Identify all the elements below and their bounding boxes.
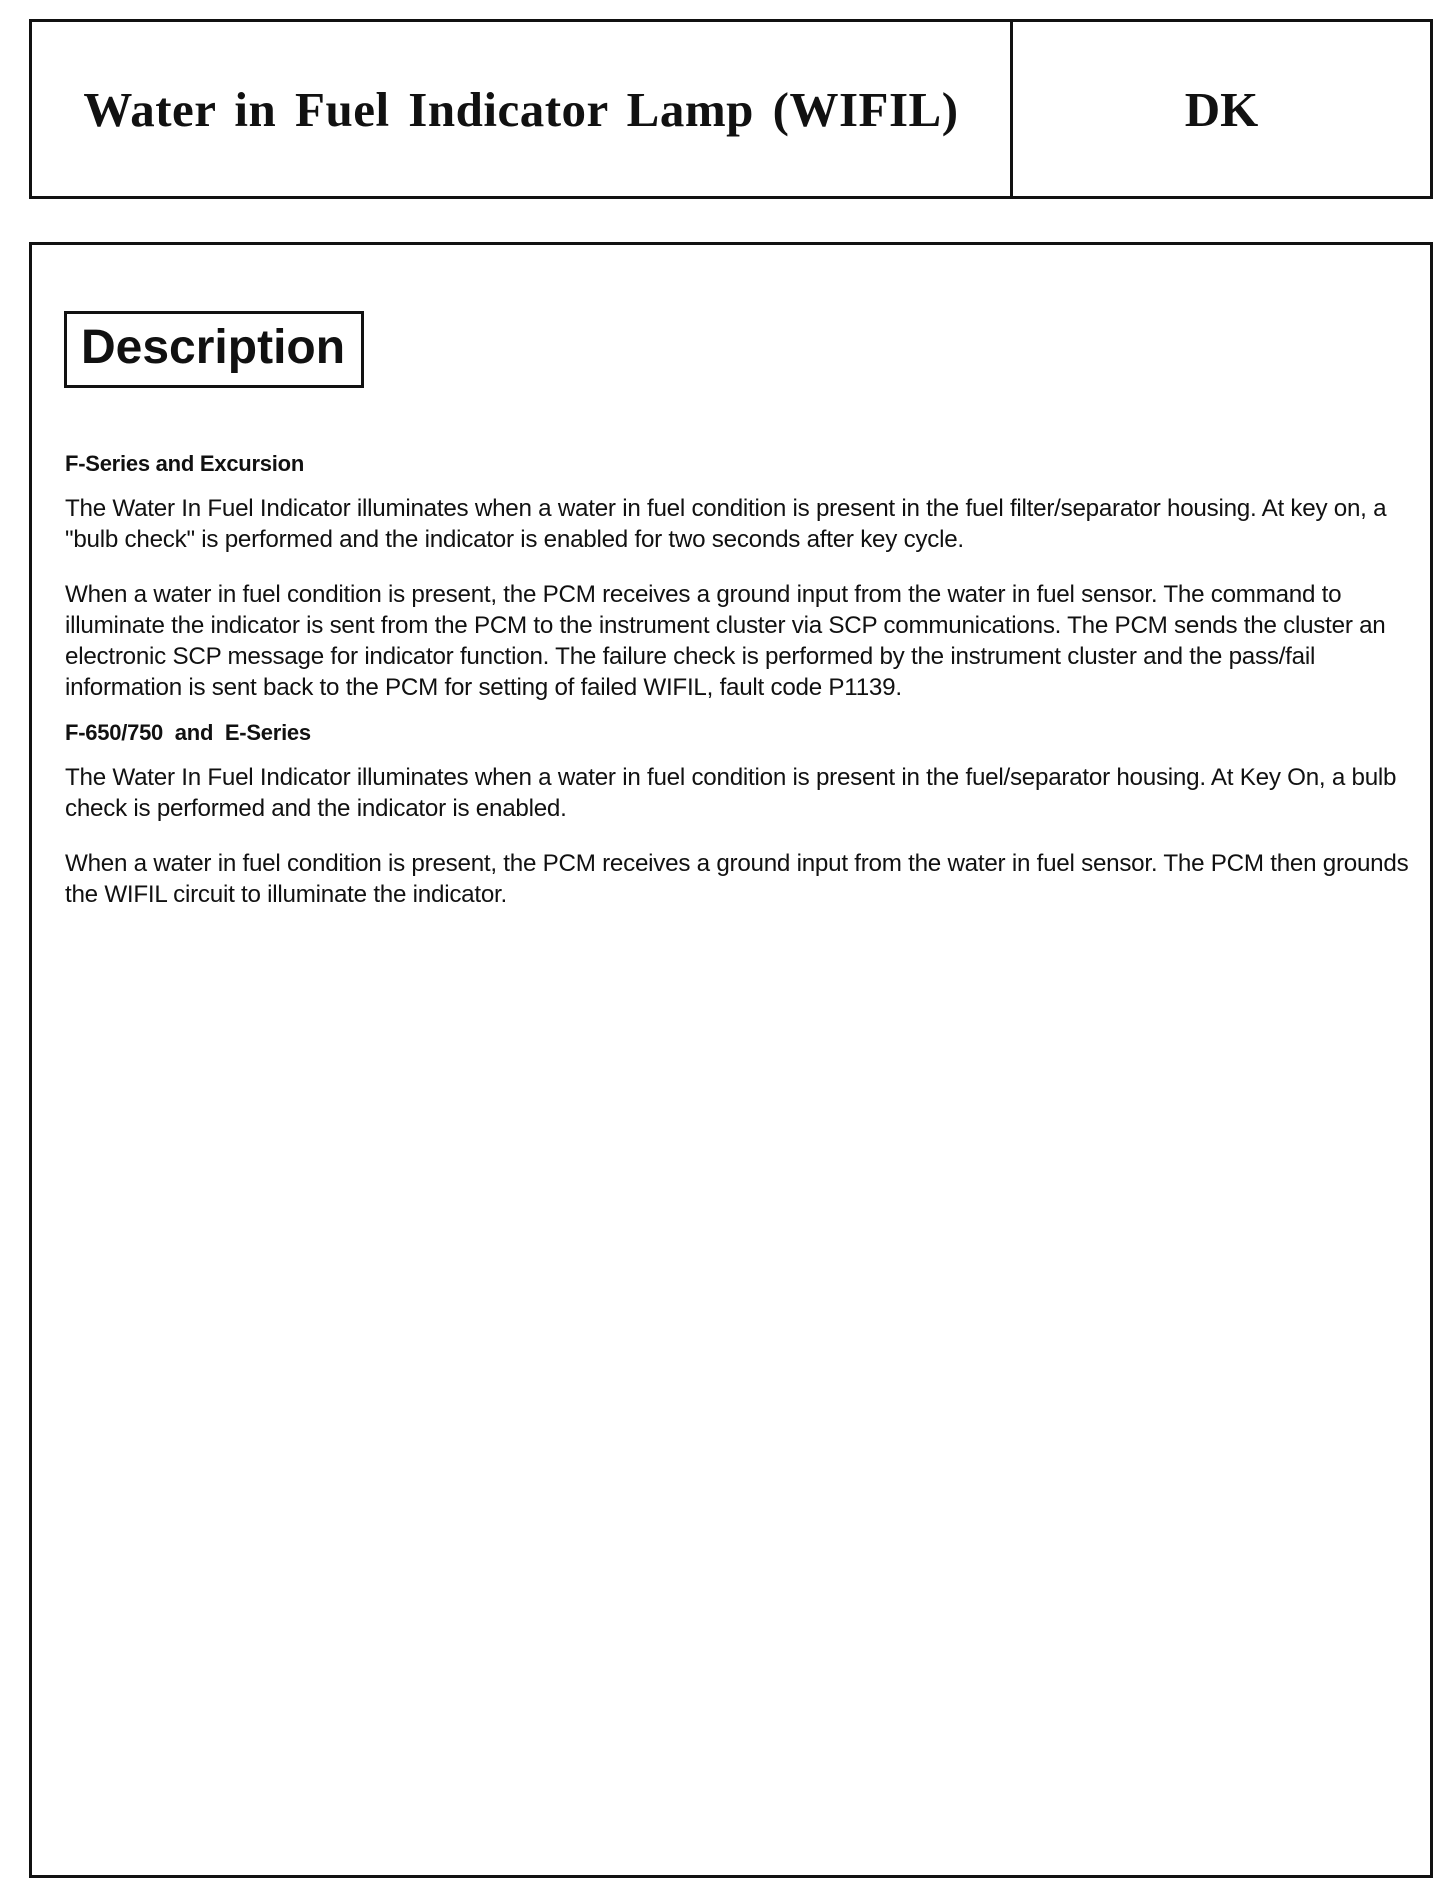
header-box bbox=[29, 19, 1433, 199]
header-title-cell bbox=[32, 22, 1013, 196]
paragraph: When a water in fuel condition is present, the PCM receives a ground input from the water in fuel sensor. The PCM then grounds the WIFIL circuit to illuminate the indicator. bbox=[65, 850, 1409, 908]
section-code: DK bbox=[1184, 81, 1259, 137]
content-box bbox=[29, 242, 1433, 1878]
paragraph: When a water in fuel condition is present, the PCM receives a ground input from the water in fuel sensor. The command to illuminate the indicator is sent from the PCM to the instrument cluster via SCP communications. The PCM sends the cluster an electronic SCP message for indicator function. The failure check is performed by the instrument cluster and the pass/fail information is sent back to the PCM for setting of failed WIFIL, fault code P1139. bbox=[65, 581, 1386, 701]
page-title: Water in Fuel Indicator Lamp (WIFIL) bbox=[83, 81, 959, 137]
body-text bbox=[65, 448, 1410, 934]
subsection-heading-f650-e-series: F-650/750 and E-Series bbox=[65, 720, 311, 745]
header-code-cell bbox=[1013, 22, 1430, 196]
paragraph: The Water In Fuel Indicator illuminates when a water in fuel condition is present in the fuel/separator housing. At Key On, a bulb check is performed and the indicator is enabled. bbox=[65, 764, 1397, 822]
subsection-heading-f-series: F-Series and Excursion bbox=[65, 451, 305, 476]
section-heading: Description bbox=[64, 311, 364, 388]
paragraph: The Water In Fuel Indicator illuminates when a water in fuel condition is present in the fuel filter/separator housing. At key on, a "bulb check" is performed and the indicator is enabled for two seconds after key cycle. bbox=[65, 495, 1387, 553]
